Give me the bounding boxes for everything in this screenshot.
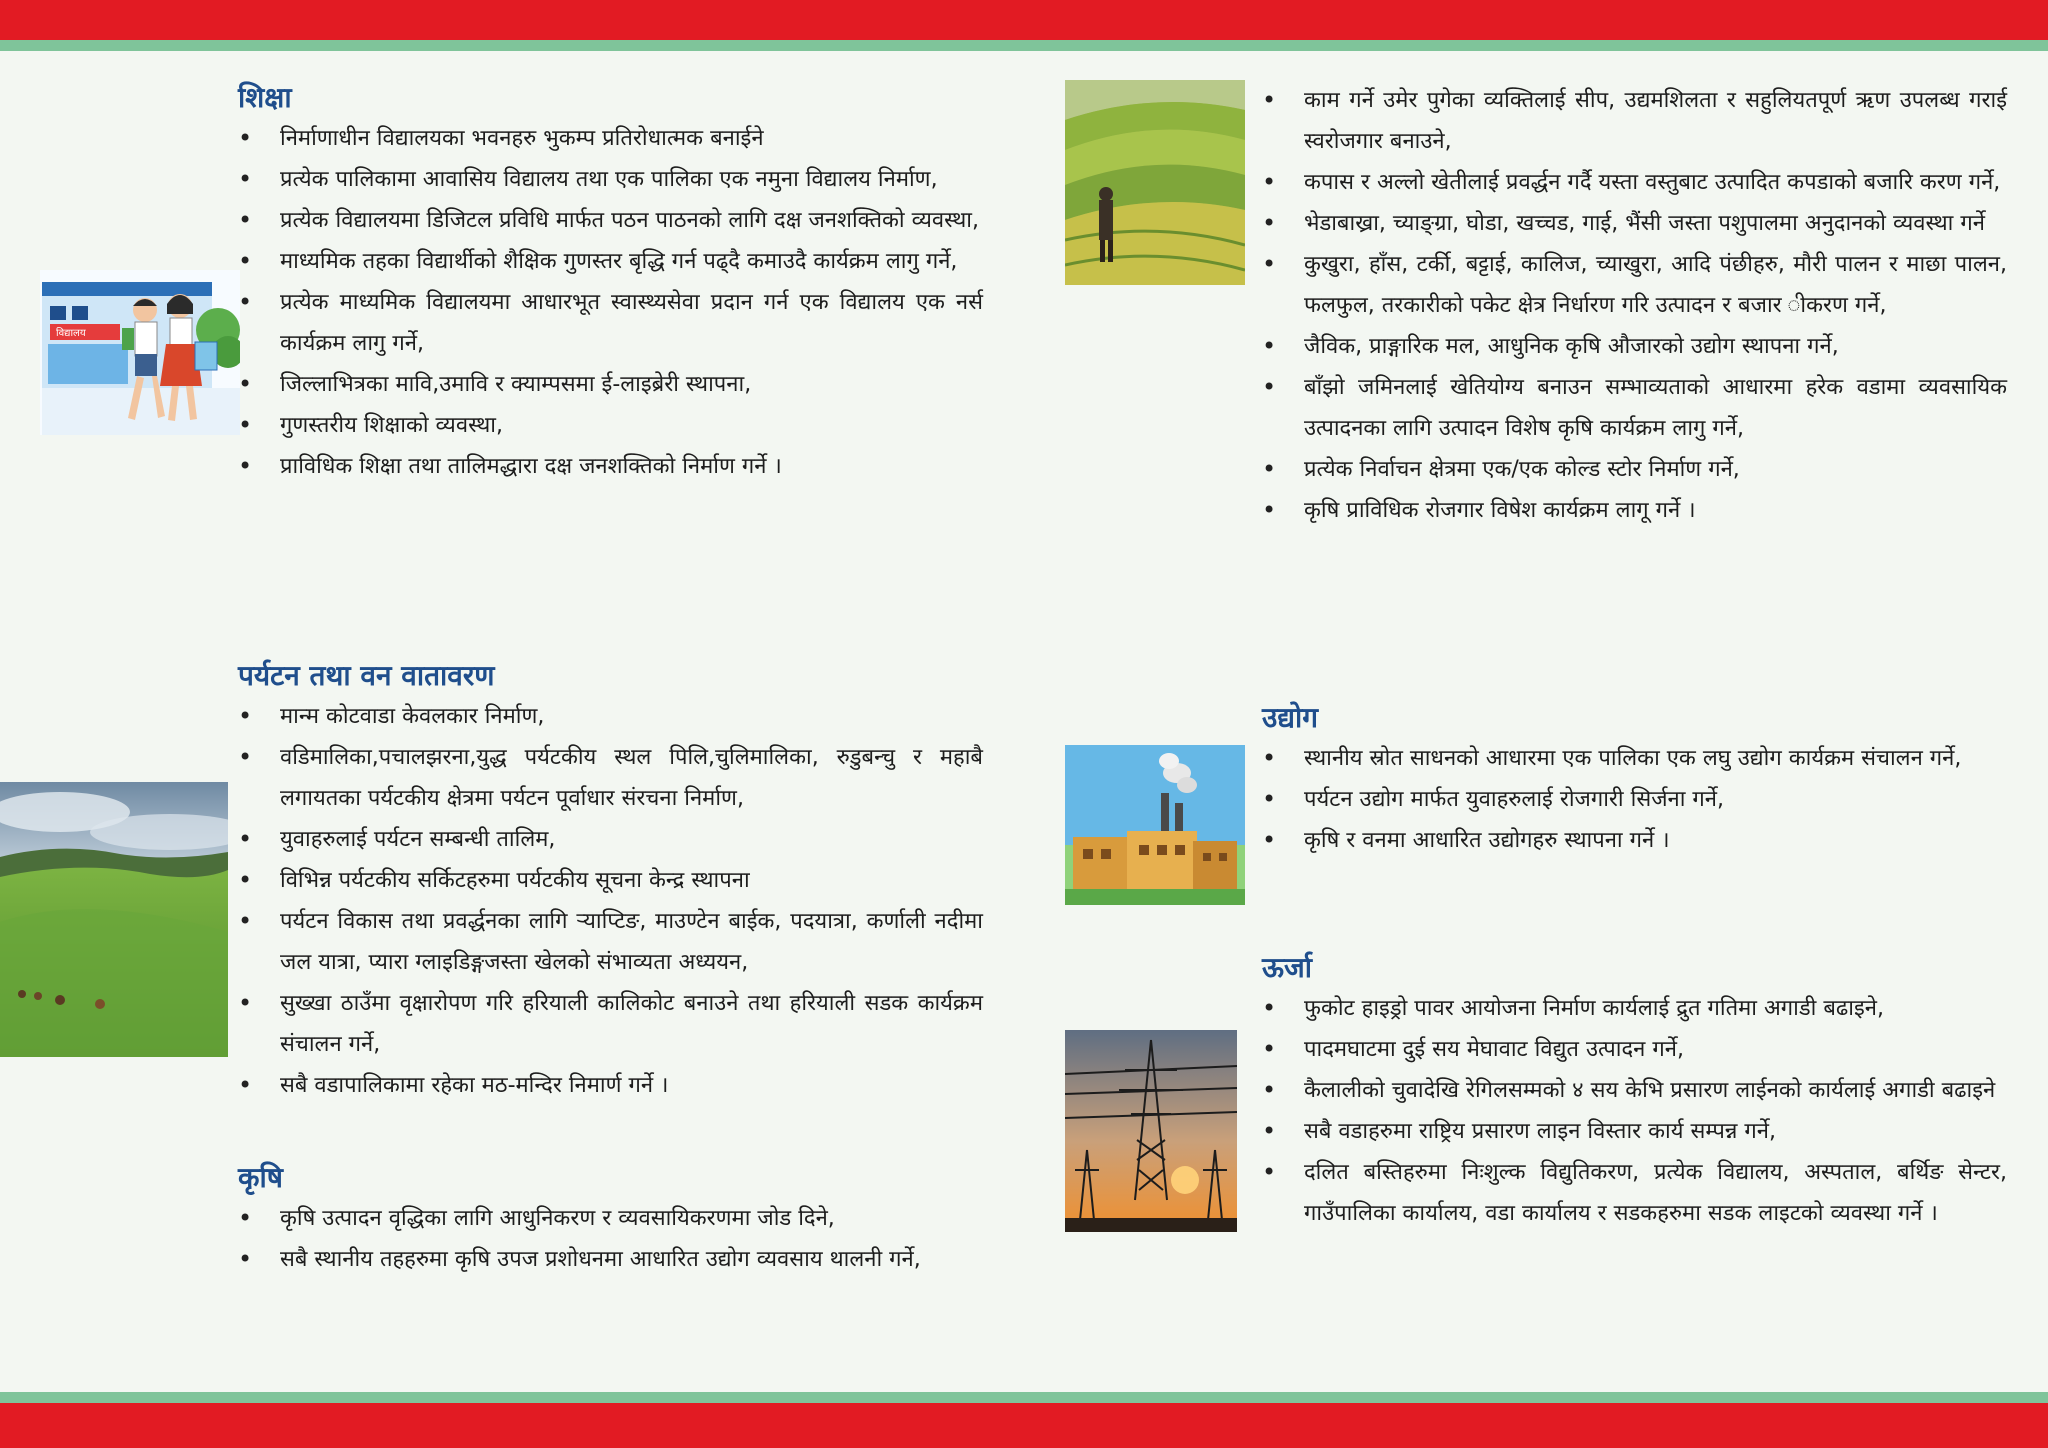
energy-section	[1262, 948, 2007, 1234]
tourism-section	[238, 656, 983, 1106]
list-item: • कृषि उत्पादन वृद्धिका लागि आधुनिकरण र व्यवसायिकरणमा जोड दिने,	[238, 1198, 983, 1239]
industry-section	[1262, 698, 2007, 861]
list-item: • कुखुरा, हाँस, टर्की, बट्टाई, कालिज, च्याखुरा, आदि पंछीहरु, मौरी पालन र माछा पालन, फलफुल, तरकारीको पकेट क्षेत्र निर्धारण गरि उत्पादन र बजार ीकरण गर्ने,	[1262, 244, 2007, 326]
list-item: • सुख्खा ठाउँमा वृक्षारोपण गरि हरियाली कालिकोट बनाउने तथा हरियाली सडक कार्यक्रम संचालन गर्ने,	[238, 983, 983, 1065]
list-item: • बाँझो जमिनलाई खेतियोग्य बनाउन सम्भाव्यताको आधारमा हरेक वडामा व्यवसायिक उत्पादनका लागि उत्पादन विशेष कृषि कार्यक्रम लागु गर्ने,	[1262, 367, 2007, 449]
list-item: • कपास र अल्लो खेतीलाई प्रवर्द्धन गर्दै यस्ता वस्तुबाट उत्पादित कपडाको बजारि करण गर्ने,	[1262, 162, 2007, 203]
agriculture-continued-section	[1262, 80, 2007, 531]
bottom-red-band	[0, 1403, 2048, 1448]
list-item: • सबै वडाहरुमा राष्ट्रिय प्रसारण लाइन विस्तार कार्य सम्पन्न गर्ने,	[1262, 1111, 2007, 1152]
industry-heading: उद्योग	[1262, 701, 1319, 734]
top-red-band	[0, 0, 2048, 40]
list-item: • दलित बस्तिहरुमा निःशुल्क विद्युतिकरण, प्रत्येक विद्यालय, अस्पताल, बर्थिङ सेन्टर, गाउँपालिका कार्यालय, वडा कार्यालय र सडकहरुमा सडक लाइटको व्यवस्था गर्ने ।	[1262, 1152, 2007, 1234]
list-item: • फुकोट हाइड्रो पावर आयोजना निर्माण कार्यलाई द्रुत गतिमा अगाडी बढाइने,	[1262, 988, 2007, 1029]
list-item: • कृषि प्राविधिक रोजगार विषेश कार्यक्रम लागू गर्ने ।	[1262, 490, 2007, 531]
terraced-fields-photo	[1065, 80, 1245, 285]
education-list	[238, 118, 983, 487]
tourism-list	[238, 696, 983, 1106]
industry-list	[1262, 738, 2007, 861]
list-item: • प्रत्येक माध्यमिक विद्यालयमा आधारभूत स्वास्थ्यसेवा प्रदान गर्न एक विद्यालय एक नर्स कार्यक्रम लागु गर्ने,	[238, 282, 983, 364]
tourism-heading: पर्यटन तथा वन वातावरण	[238, 659, 495, 692]
list-item: • जैविक, प्राङ्गारिक मल, आधुनिक कृषि औजारको उद्योग स्थापना गर्ने,	[1262, 326, 2007, 367]
top-green-stripe	[0, 40, 2048, 51]
list-item: • भेडाबाख्रा, च्याङ्ग्रा, घोडा, खच्चड, गाई, भैंसी जस्ता पशुपालमा अनुदानको व्यवस्था गर्ने	[1262, 203, 2007, 244]
list-item: • जिल्लाभित्रका मावि,उमावि र क्याम्पसमा ई-लाइब्रेरी स्थापना,	[238, 364, 983, 405]
agriculture-section	[238, 1158, 983, 1280]
power-transmission-tower-photo	[1065, 1030, 1237, 1232]
list-item: • प्रत्येक निर्वाचन क्षेत्रमा एक/एक कोल्ड स्टोर निर्माण गर्ने,	[1262, 449, 2007, 490]
energy-list	[1262, 988, 2007, 1234]
green-hills-photo	[0, 782, 228, 1057]
agriculture-continued-list	[1262, 80, 2007, 531]
education-heading: शिक्षा	[238, 81, 292, 114]
list-item: • कैलालीको चुवादेखि रेगिलसम्मको ४ सय केभि प्रसारण लाईनको कार्यलाई अगाडी बढाइने	[1262, 1070, 2007, 1111]
list-item: • गुणस्तरीय शिक्षाको व्यवस्था,	[238, 405, 983, 446]
list-item: • प्रत्येक पालिकामा आवासिय विद्यालय तथा एक पालिका एक नमुना विद्यालय निर्माण,	[238, 159, 983, 200]
school-children-illustration	[40, 270, 240, 435]
list-item: • पादमघाटमा दुई सय मेघावाट विद्युत उत्पादन गर्ने,	[1262, 1029, 2007, 1070]
list-item: • विभिन्न पर्यटकीय सर्किटहरुमा पर्यटकीय सूचना केन्द्र स्थापना	[238, 860, 983, 901]
agriculture-list	[238, 1198, 983, 1280]
list-item: • कृषि र वनमा आधारित उद्योगहरु स्थापना गर्ने ।	[1262, 820, 2007, 861]
factory-illustration	[1065, 745, 1245, 905]
list-item: • काम गर्ने उमेर पुगेका व्यक्तिलाई सीप, उद्यमशिलता र सहुलियतपूर्ण ऋण उपलब्ध गराई स्वरोजगार बनाउने,	[1262, 80, 2007, 162]
education-section	[238, 78, 983, 487]
school-sign-text: विद्यालय	[56, 328, 86, 339]
agriculture-heading: कृषि	[238, 1161, 283, 1194]
bottom-green-stripe	[0, 1392, 2048, 1403]
list-item: • वडिमालिका,पचालझरना,युद्ध पर्यटकीय स्थल पिलि,चुलिमालिका, रुडुबन्चु र महाबै लगायतका पर्यटकीय क्षेत्रमा पर्यटन पूर्वाधार संरचना निर्माण,	[238, 737, 983, 819]
list-item: • प्रत्येक विद्यालयमा डिजिटल प्रविधि मार्फत पठन पाठनको लागि दक्ष जनशक्तिको व्यवस्था,	[238, 200, 983, 241]
list-item: • सबै स्थानीय तहहरुमा कृषि उपज प्रशोधनमा आधारित उद्योग व्यवसाय थालनी गर्ने,	[238, 1239, 983, 1280]
list-item: • सबै वडापालिकामा रहेका मठ-मन्दिर निमार्ण गर्ने ।	[238, 1065, 983, 1106]
list-item: • मान्म कोटवाडा केवलकार निर्माण,	[238, 696, 983, 737]
list-item: • स्थानीय स्रोत साधनको आधारमा एक पालिका एक लघु उद्योग कार्यक्रम संचालन गर्ने,	[1262, 738, 2007, 779]
energy-heading: ऊर्जा	[1262, 951, 1313, 984]
list-item: • माध्यमिक तहका विद्यार्थीको शैक्षिक गुणस्तर बृद्धि गर्न पढ्दै कमाउदै कार्यक्रम लागु गर्ने,	[238, 241, 983, 282]
list-item: • पर्यटन विकास तथा प्रवर्द्धनका लागि र्‍याप्टिङ, माउण्टेन बाईक, पदयात्रा, कर्णाली नदीमा जल यात्रा, प्यारा ग्लाइडिङ्गजस्ता खेलको संभाव्यता अध्ययन,	[238, 901, 983, 983]
list-item: • पर्यटन उद्योग मार्फत युवाहरुलाई रोजगारी सिर्जना गर्ने,	[1262, 779, 2007, 820]
list-item: • निर्माणाधीन विद्यालयका भवनहरु भुकम्प प्रतिरोधात्मक बनाईने	[238, 118, 983, 159]
list-item: • प्राविधिक शिक्षा तथा तालिमद्धारा दक्ष जनशक्तिको निर्माण गर्ने ।	[238, 446, 983, 487]
list-item: • युवाहरुलाई पर्यटन सम्बन्धी तालिम,	[238, 819, 983, 860]
